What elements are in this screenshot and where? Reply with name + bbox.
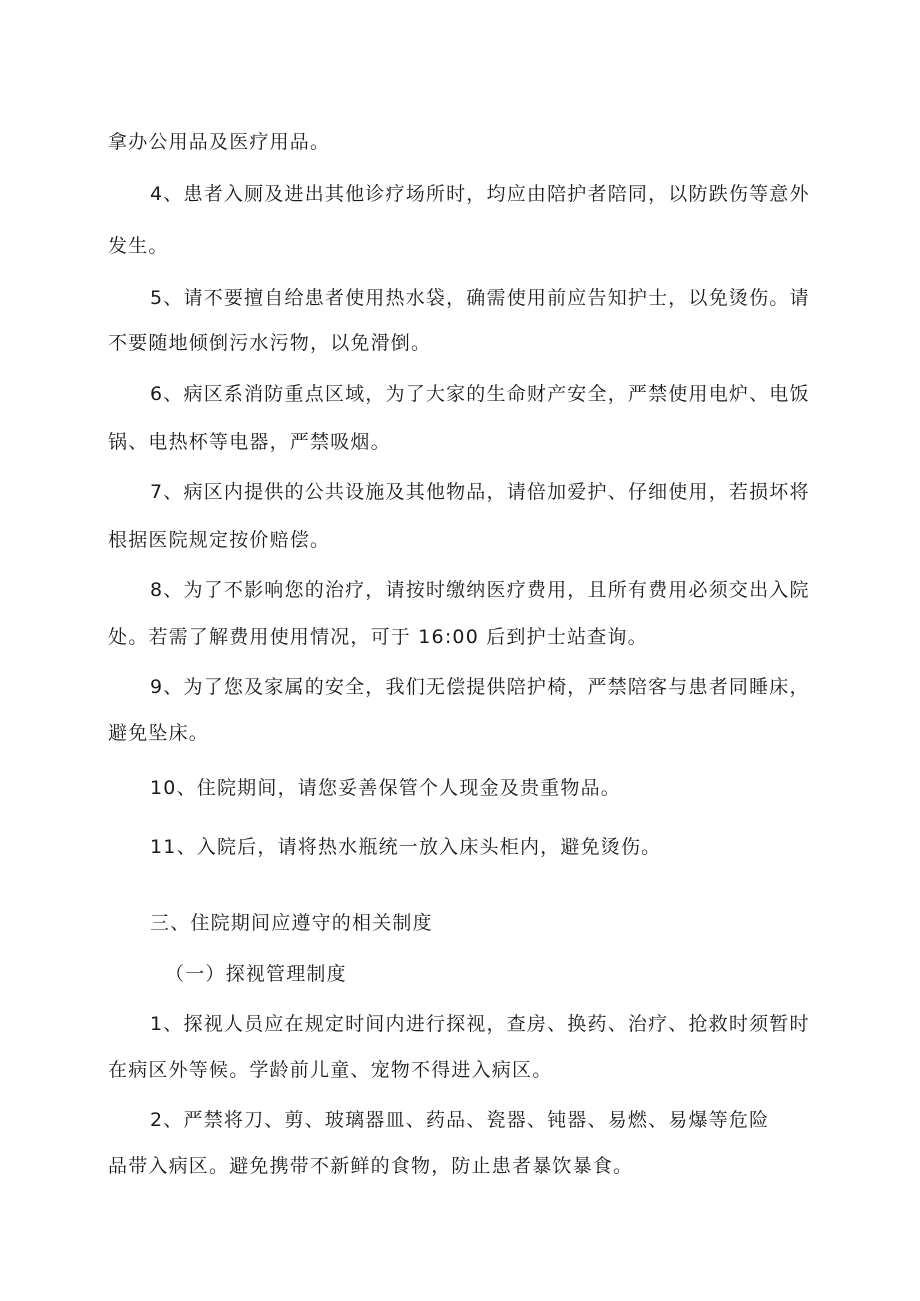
text-line: 7、病区内提供的公共设施及其他物品，请倍加爱护、仔细使用，若损坏将 — [150, 481, 810, 503]
text-line: 处。若需了解费用使用情况，可于 16:00 后到护士站查询。 — [108, 626, 648, 648]
text-line: 1、探视人员应在规定时间内进行探视，查房、换药、治疗、抢救时须暂时 — [150, 1013, 810, 1035]
text-line: 8、为了不影响您的治疗，请按时缴纳医疗费用，且所有费用必须交出入院 — [150, 579, 810, 601]
text-line: 9、为了您及家属的安全，我们无偿提供陪护椅，严禁陪客与患者同睡床， — [150, 676, 810, 698]
text-line: 2、严禁将刀、剪、玻璃器皿、药品、瓷器、钝器、易燃、易爆等危险 — [150, 1109, 770, 1131]
text-line: 10、住院期间，请您妥善保管个人现金及贵重物品。 — [150, 777, 621, 799]
text-line: 避免坠床。 — [108, 722, 210, 744]
text-line: 11、入院后，请将热水瓶统一放入床头柜内，避免烫伤。 — [150, 836, 662, 858]
subsection-heading: （一）探视管理制度 — [165, 963, 347, 985]
text-line: 拿办公用品及医疗用品。 — [108, 131, 331, 153]
section-heading: 三、住院期间应遵守的相关制度 — [150, 912, 433, 934]
text-line: 4、患者入厕及进出其他诊疗场所时，均应由陪护者陪同，以防跌伤等意外 — [150, 183, 810, 205]
text-line: 5、请不要擅自给患者使用热水袋，确需使用前应告知护士，以免烫伤。请 — [150, 287, 810, 309]
text-line: 发生。 — [108, 235, 169, 257]
text-line: 品带入病区。避免携带不新鲜的食物，防止患者暴饮暴食。 — [108, 1155, 634, 1177]
text-line: 根据医院规定按价赔偿。 — [108, 529, 331, 551]
text-line: 不要随地倾倒污水污物，以免滑倒。 — [108, 332, 432, 354]
text-line: 在病区外等候。学龄前儿童、宠物不得进入病区。 — [108, 1059, 553, 1081]
text-line: 6、病区系消防重点区域，为了大家的生命财产安全，严禁使用电炉、电饭 — [150, 383, 810, 405]
text-line: 锅、电热杯等电器，严禁吸烟。 — [108, 431, 391, 453]
